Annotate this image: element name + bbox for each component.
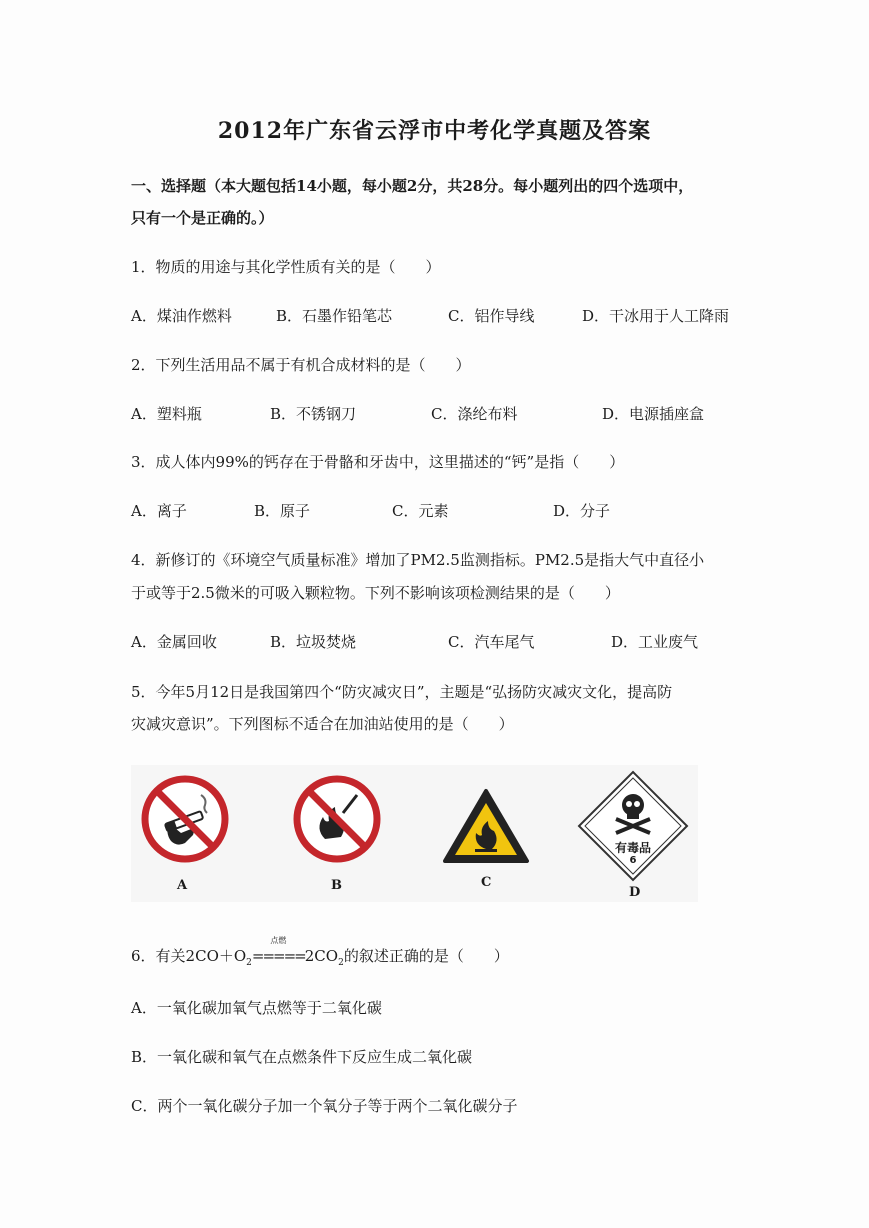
sign-label-b: B: [331, 878, 342, 893]
q6-reaction-condition: 点燃: [270, 936, 287, 945]
section-heading-line2: 只有一个是正确的。）: [131, 209, 274, 227]
sign-label-c: C: [481, 875, 492, 890]
q1-option-b: B．石墨作铅笔芯: [276, 307, 393, 325]
q2-option-d: D．电源插座盒: [602, 405, 705, 423]
q6-equals: =====: [251, 947, 305, 965]
q3-option-b: B．原子: [254, 502, 311, 520]
q3-option-c: C．元素: [392, 502, 449, 520]
q2-option-c: C．涤纶布料: [431, 405, 518, 423]
q6-reactant-subscript: 2: [246, 958, 252, 968]
q3-option-a: A．离子: [131, 502, 187, 520]
question-4-stem-line2: 于或等于2.5微米的可吸入颗粒物。下列不影响该项检测结果的是（ ）: [131, 584, 620, 602]
toxic-class-number: 6: [629, 855, 637, 866]
question-2-stem: 2．下列生活用品不属于有机合成材料的是（ ）: [131, 356, 471, 374]
toxic-text: 有毒品: [614, 841, 651, 855]
sign-label-a: A: [177, 878, 188, 893]
q4-option-a: A．金属回收: [131, 633, 217, 651]
question-3-stem: 3．成人体内99%的钙存在于骨骼和牙齿中，这里描述的“钙”是指（ ）: [131, 453, 625, 471]
q6-equation-sign: [251, 936, 305, 965]
no-fire-icon: [291, 773, 383, 865]
q6-stem-suffix: 的叙述正确的是（ ）: [343, 947, 509, 965]
q6-option-b: B．一氧化碳和氧气在点燃条件下反应生成二氧化碳: [131, 1048, 473, 1066]
question-5-stem-line1: 5．今年5月12日是我国第四个“防灾减灾日”，主题是“弘扬防灾减灾文化，提高防: [131, 683, 673, 701]
q6-product: 2CO: [304, 947, 339, 965]
toxic-hazard-icon: [576, 769, 690, 883]
no-smoking-icon: [139, 773, 231, 865]
q4-option-b: B．垃圾焚烧: [270, 633, 357, 651]
q4-option-c: C．汽车尾气: [448, 633, 535, 651]
q1-option-d: D．干冰用于人工降雨: [582, 307, 730, 325]
q3-option-d: D．分子: [553, 502, 611, 520]
q2-option-b: B．不锈钢刀: [270, 405, 357, 423]
q6-reactant: 2CO＋O: [185, 947, 247, 965]
q6-stem-prefix: 6．有关: [131, 947, 186, 965]
q1-option-a: A．煤油作燃料: [131, 307, 232, 325]
question-1-stem: 1．物质的用途与其化学性质有关的是（ ）: [131, 258, 441, 276]
q6-option-a: A．一氧化碳加氧气点燃等于二氧化碳: [131, 999, 382, 1017]
q4-option-d: D．工业废气: [611, 633, 699, 651]
section-heading-line1: 一、选择题（本大题包括14小题，每小题2分，共28分。每小题列出的四个选项中，: [131, 177, 694, 195]
flammable-warning-icon: [441, 787, 531, 865]
q6-option-c: C．两个一氧化碳分子加一个氧分子等于两个二氧化碳分子: [131, 1097, 518, 1115]
question-5-stem-line2: 灾减灾意识”。下列图标不适合在加油站使用的是（ ）: [131, 715, 514, 733]
safety-signs-figure: [131, 765, 698, 902]
question-4-stem-line1: 4．新修订的《环境空气质量标准》增加了PM2.5监测指标。PM2.5是指大气中直径小: [131, 551, 705, 569]
q2-option-a: A．塑料瓶: [131, 405, 202, 423]
page-title: 2012年广东省云浮市中考化学真题及答案: [217, 118, 652, 144]
q1-option-c: C．铝作导线: [448, 307, 535, 325]
q6-product-subscript: 2: [338, 958, 344, 968]
question-6-stem: [131, 936, 509, 968]
sign-label-d: D: [629, 885, 641, 900]
